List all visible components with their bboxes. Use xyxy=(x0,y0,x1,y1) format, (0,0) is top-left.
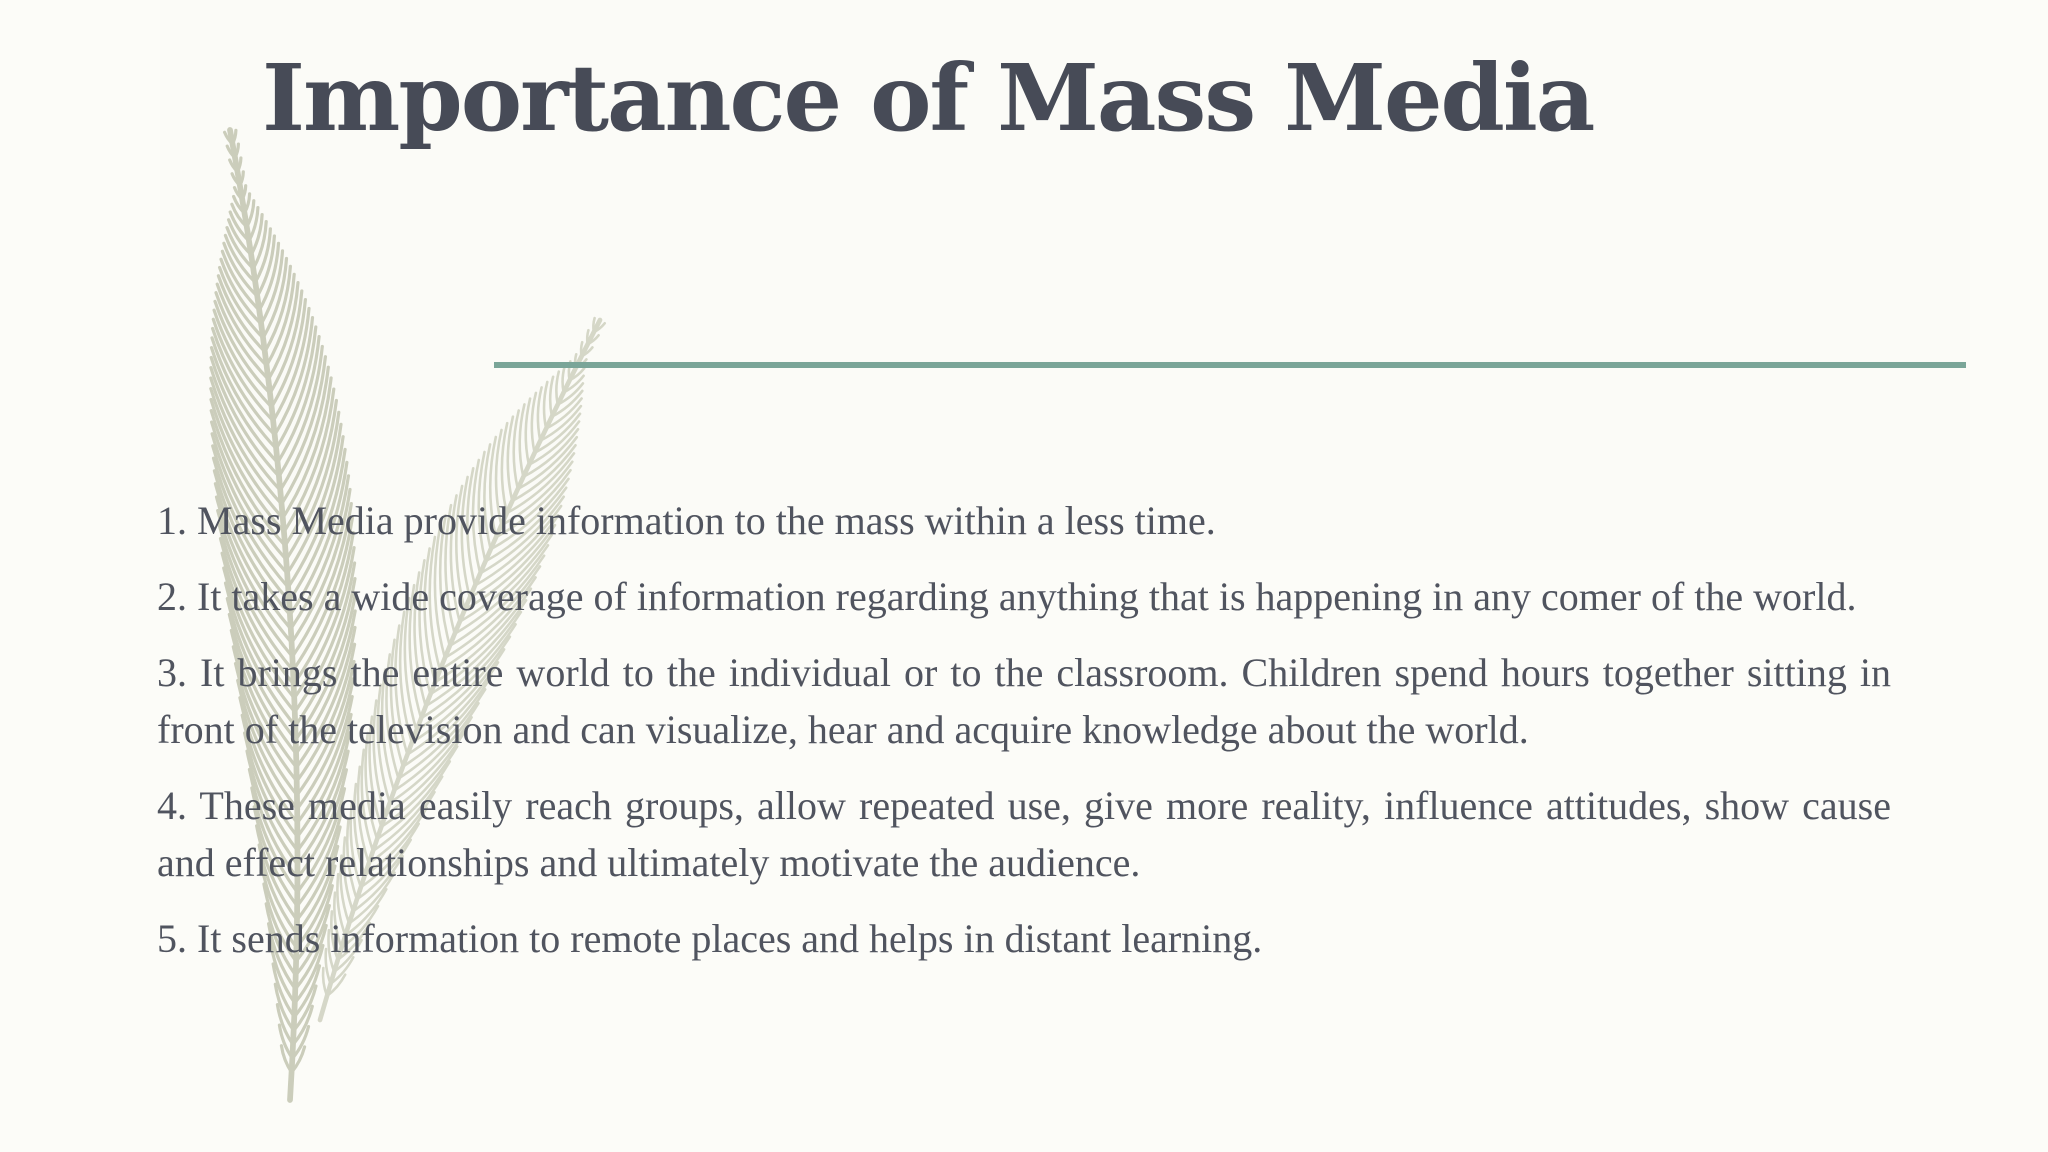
bullet-list xyxy=(157,492,1891,986)
list-item: 3. It brings the entire world to the individual or to the classroom. Children spend hours together sitting in front of the television and can visualize, hear and acquire knowledge about the world. xyxy=(157,650,1891,752)
list-item: 4. These media easily reach groups, allow repeated use, give more reality, influence attitudes, show cause and effect relationships and ultimately motivate the audience. xyxy=(157,783,1891,885)
list-item: 1. Mass Media provide information to the mass within a less time. xyxy=(157,498,1216,543)
list-item: 5. It sends information to remote places and helps in distant learning. xyxy=(157,916,1263,961)
list-item: 2. It takes a wide coverage of information regarding anything that is happening in any comer of the world. xyxy=(157,574,1857,619)
slide-title: Importance of Mass Media xyxy=(262,44,1594,152)
accent-divider-line xyxy=(494,362,1966,368)
